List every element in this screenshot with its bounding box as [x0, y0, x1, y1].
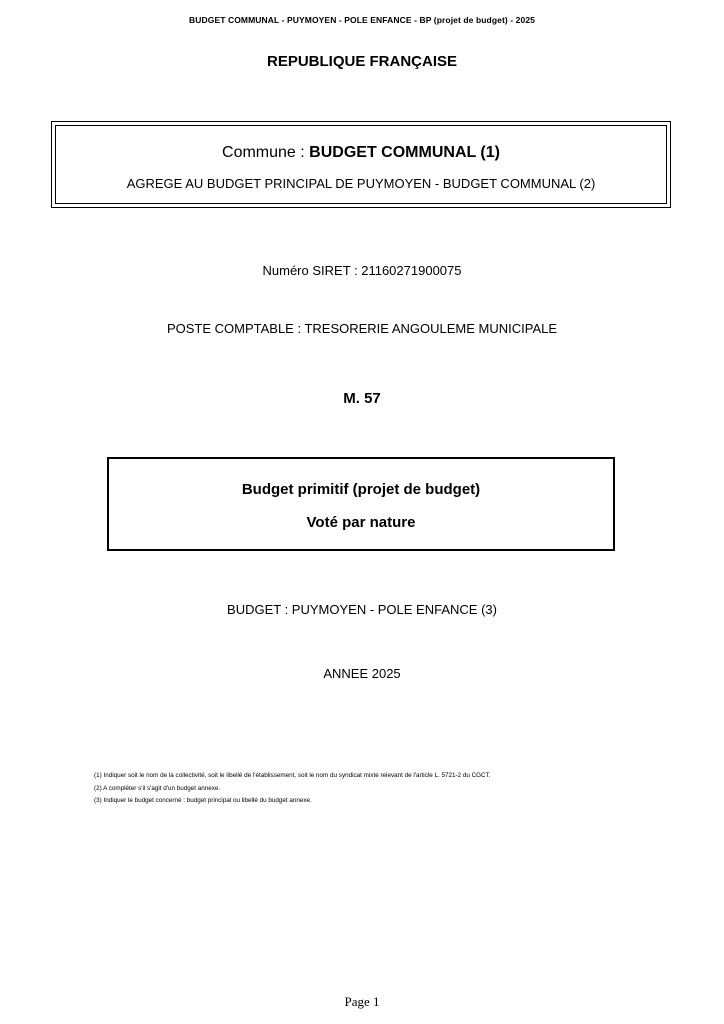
- commune-separator: :: [295, 144, 310, 161]
- footnote: (1) Indiquer soit le nom de la collectivité, soit le libellé de l'établissement, soit le nom du syndicat mixte relevant de l'article L. 5721-2 du CGCT.: [94, 772, 491, 779]
- footnote: (2) A compléter s'il s'agit d'un budget annexe.: [94, 784, 221, 792]
- commune-name: BUDGET COMMUNAL (1): [309, 144, 500, 161]
- budget-box: [107, 457, 615, 551]
- commune-label: Commune: [222, 144, 296, 161]
- aggregate-line: AGREGE AU BUDGET PRINCIPAL DE PUYMOYEN - BUDGET COMMUNAL (2): [126, 176, 596, 191]
- siret-number: Numéro SIRET : 21160271900075: [262, 263, 462, 278]
- poste-comptable: POSTE COMPTABLE : TRESORERIE ANGOULEME MUNICIPALE: [166, 321, 558, 336]
- budget-name: BUDGET : PUYMOYEN - POLE ENFANCE (3): [227, 602, 497, 617]
- commune-line: [56, 144, 666, 162]
- nomenclature: M. 57: [343, 390, 381, 407]
- running-header: BUDGET COMMUNAL - PUYMOYEN - POLE ENFANCE - BP (projet de budget) - 2025: [189, 15, 535, 25]
- vote-mode: Voté par nature: [306, 514, 416, 531]
- page-number: Page 1: [344, 994, 380, 1009]
- commune-box: [51, 121, 671, 208]
- budget-year: ANNEE 2025: [323, 666, 401, 681]
- budget-type: Budget primitif (projet de budget): [241, 481, 481, 498]
- footnote: (3) Indiquer le budget concerné : budget principal ou libellé du budget annexe.: [94, 797, 312, 804]
- footnotes: [94, 770, 654, 808]
- commune-box-inner-frame: [55, 125, 667, 204]
- republic-heading: REPUBLIQUE FRANÇAISE: [266, 53, 457, 70]
